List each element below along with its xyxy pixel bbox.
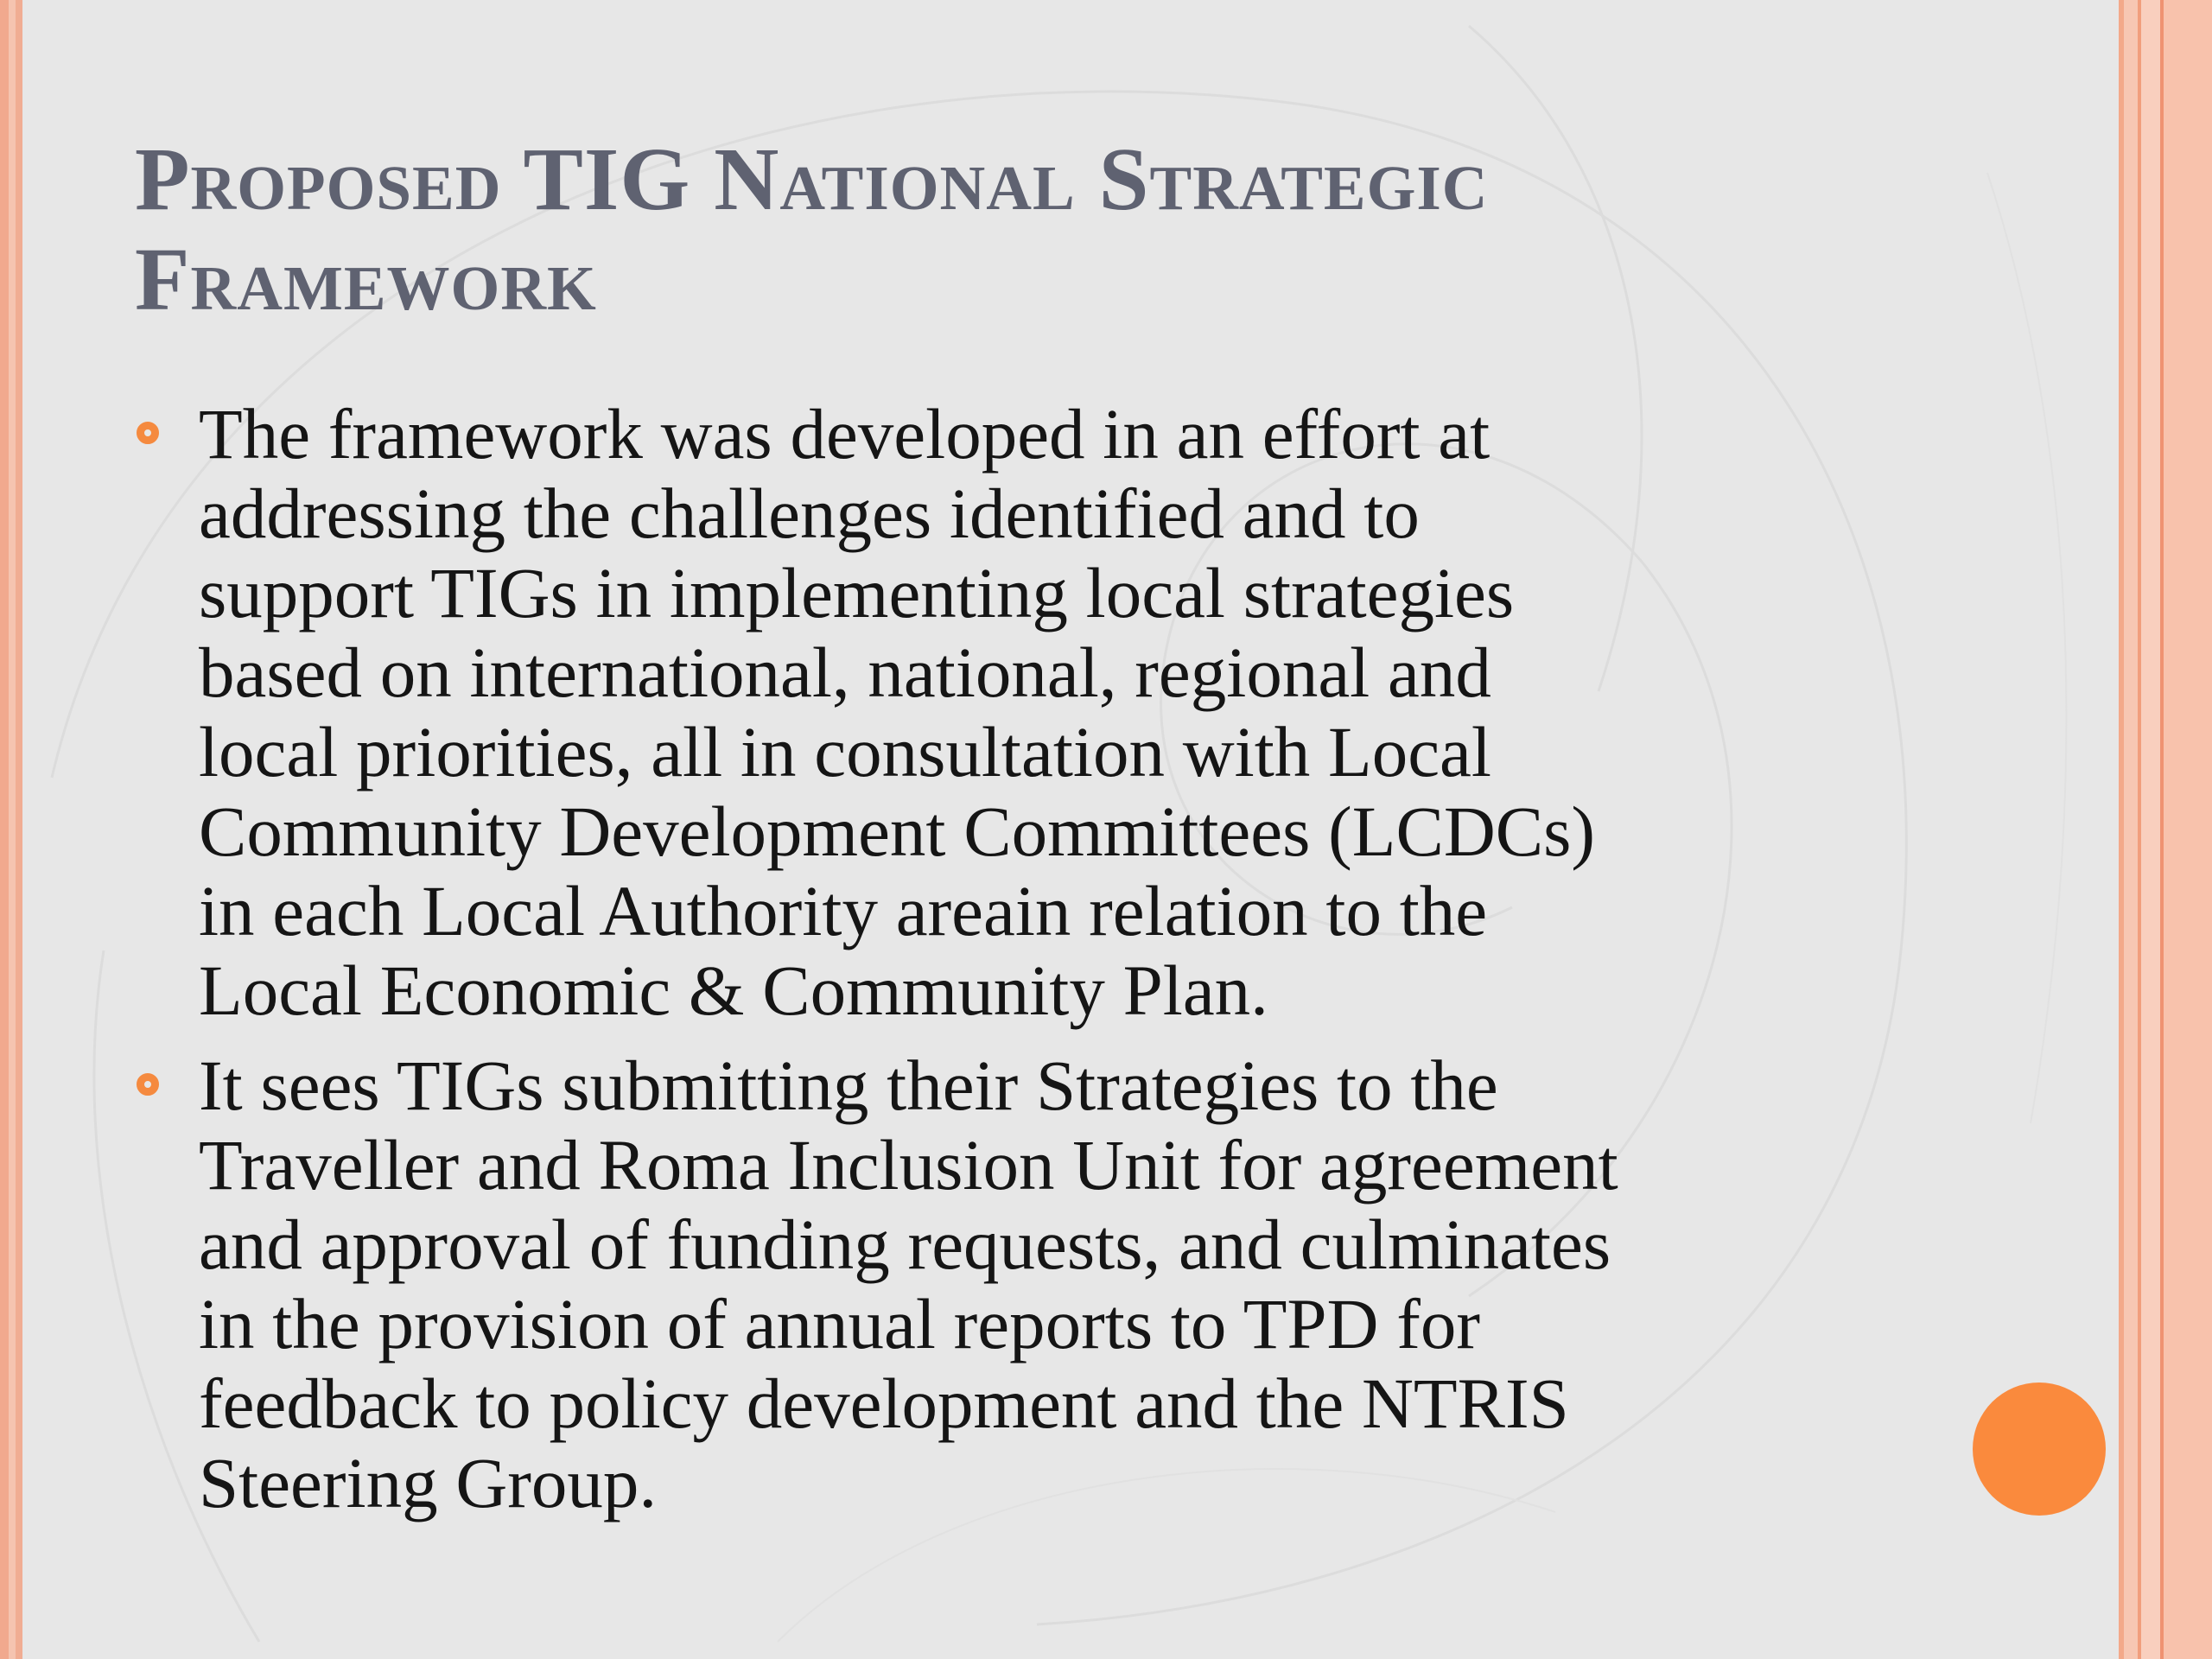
bullet-line: Traveller and Roma Inclusion Unit for agreement (199, 1125, 1618, 1205)
bullet-line: local priorities, all in consultation with Local (199, 712, 1491, 791)
orange-circle-decoration (1973, 1382, 2106, 1516)
bullet-line: It sees TIGs submitting their Strategies to the (199, 1046, 1498, 1125)
bullet-item-strategies (135, 1046, 1949, 1522)
ring-bullet-icon (137, 422, 159, 444)
bullet-line: support TIGs in implementing local strategies (199, 553, 1515, 632)
ring-bullet-icon (137, 1073, 159, 1096)
bullet-list (135, 394, 1949, 1538)
bullet-line: feedback to policy development and the NTRIS (199, 1363, 1569, 1443)
slide-title (135, 130, 2036, 330)
bullet-item-framework (135, 394, 1949, 1030)
bullet-line: Local Economic & Community Plan. (199, 950, 1268, 1030)
slide-title-line-1: Proposed TIG National Strategic (135, 130, 1489, 229)
slide-title-line-2: Framework (135, 230, 597, 329)
bullet-line: based on international, national, regional and (199, 632, 1491, 712)
bullet-line: The framework was developed in an effort at (199, 394, 1491, 474)
bullet-line: in each Local Authority areain relation to the (199, 871, 1488, 950)
bullet-line: in the provision of annual reports to TPD for (199, 1284, 1481, 1363)
bullet-line: Community Development Committees (LCDCs) (199, 791, 1596, 871)
bullet-line: Steering Group. (199, 1443, 658, 1522)
left-border-stripe (0, 0, 28, 1659)
right-border-stripe (2115, 0, 2212, 1659)
bullet-line: and approval of funding requests, and culminates (199, 1205, 1611, 1284)
bullet-line: addressing the challenges identified and to (199, 474, 1420, 553)
